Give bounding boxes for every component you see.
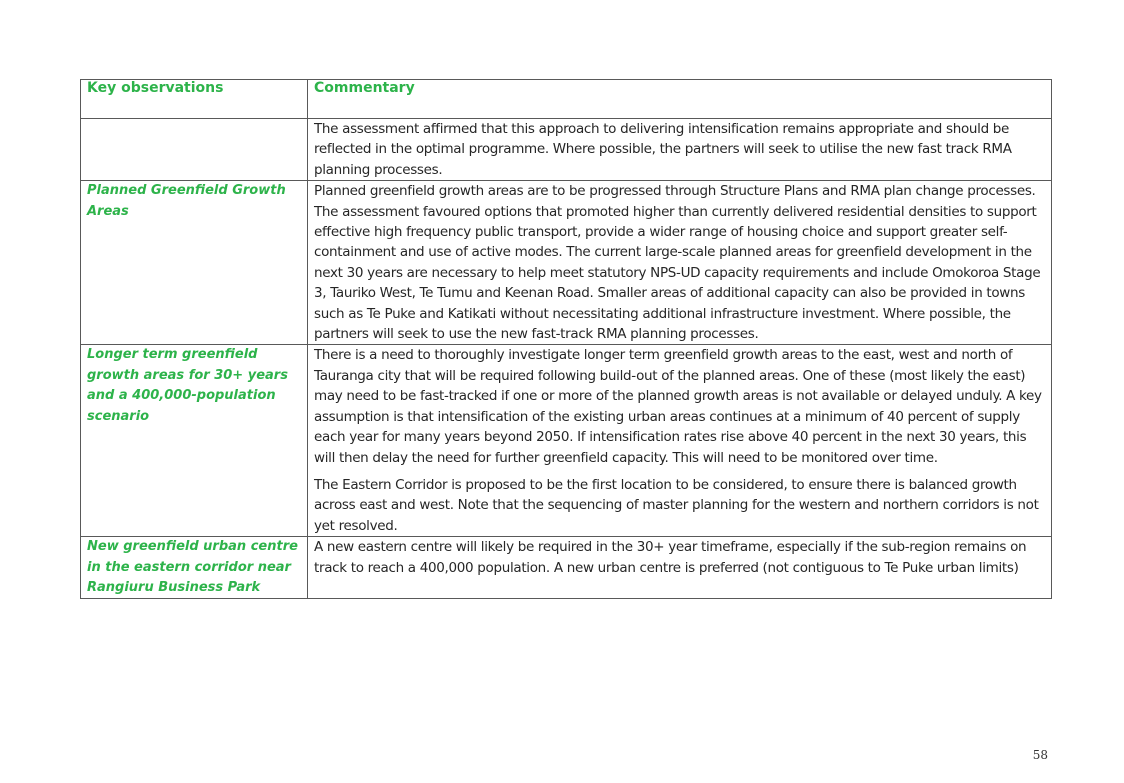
row-commentary bbox=[308, 537, 1052, 599]
row-label bbox=[81, 119, 308, 181]
table-row bbox=[81, 537, 1052, 599]
row-commentary bbox=[308, 181, 1052, 345]
row-label: Planned Greenfield Growth Areas bbox=[81, 181, 308, 345]
commentary-paragraph: There is a need to thoroughly investigate longer term greenfield growth areas to the east, west and north of Tauranga city that will be required following build-out of the planned areas. One of these (most likely the east) may need to be fast-tracked if one or more of the planned growth areas is not available or delayed unduly. A key assumption is that intensification of the existing urban areas continues at a minimum of 40 percent of supply each year for many years beyond 2050. If intensification rates rise above 40 percent in the next 30 years, this will then delay the need for further greenfield capacity. This will need to be monitored over time. bbox=[314, 347, 1042, 466]
table-row bbox=[81, 345, 1052, 537]
observations-table bbox=[80, 79, 1052, 599]
row-label: Longer term greenfield growth areas for 30+ years and a 400,000-population scenario bbox=[81, 345, 308, 537]
row-commentary bbox=[308, 119, 1052, 181]
table-header-row bbox=[81, 80, 1052, 119]
commentary-paragraph: The Eastern Corridor is proposed to be the first location to be considered, to ensure there is balanced growth across east and west. Note that the sequencing of master planning for the western and northern corridors is not yet resolved. bbox=[314, 476, 1039, 534]
commentary-paragraph: Planned greenfield growth areas are to be progressed through Structure Plans and RMA plan change processes. The assessment favoured options that promoted higher than currently delivered residential densities to support effective high frequency public transport, provide a wider range of housing choice and support greater self-containment and use of active modes. The current large-scale planned areas for greenfield development in the next 30 years are necessary to help meet statutory NPS-UD capacity requirements and include Omokoroa Stage 3, Tauriko West, Te Tumu and Keenan Road. Smaller areas of additional capacity can also be provided in towns such as Te Puke and Katikati without necessitating additional infrastructure investment. Where possible, the partners will seek to use the new fast-track RMA planning processes. bbox=[314, 183, 1041, 343]
header-key-observations: Key observations bbox=[81, 80, 308, 119]
commentary-paragraph: A new eastern centre will likely be required in the 30+ year timeframe, especially if the sub-region remains on track to reach a 400,000 population. A new urban centre is preferred (not contiguous to Te Puke urban limits) bbox=[314, 539, 1027, 576]
commentary-paragraph: The assessment affirmed that this approach to delivering intensification remains appropriate and should be reflected in the optimal programme. Where possible, the partners will seek to utilise the new fast track RMA planning processes. bbox=[314, 121, 1012, 178]
row-label: New greenfield urban centre in the eastern corridor near Rangiuru Business Park bbox=[81, 537, 308, 599]
row-commentary bbox=[308, 345, 1052, 537]
table-row bbox=[81, 181, 1052, 345]
page-number: 58 bbox=[1032, 748, 1048, 762]
table-row bbox=[81, 119, 1052, 181]
header-commentary: Commentary bbox=[308, 80, 1052, 119]
